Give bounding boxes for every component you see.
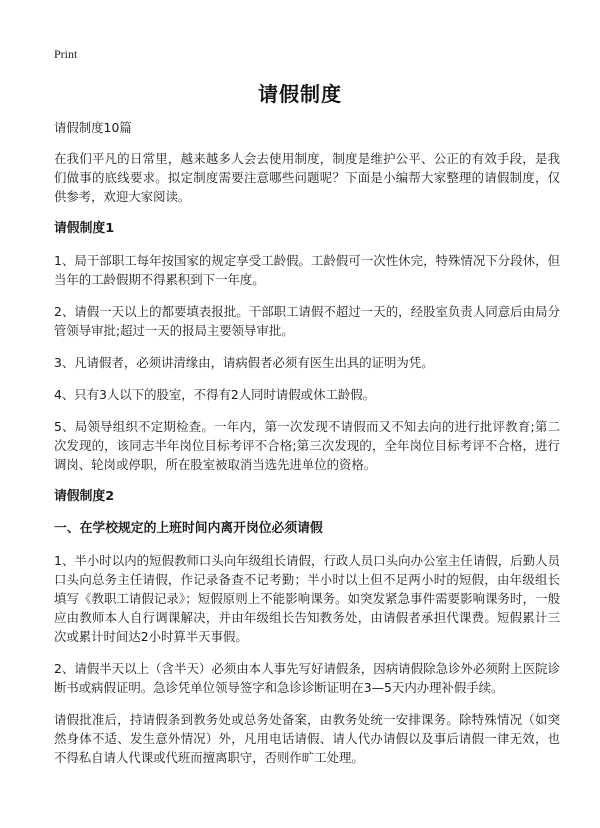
list-item: 1、半小时以内的短假教师口头向年级组长请假，行政人员口头向办公室主任请假，后勤人员口头向总务主任请假，作记录备查不记考勤；半小时以上但不足两小时的短假，由年级组长填写《教职工请假记录》；短假原则上不能影响课务。如突发紧急事件需要影响课务时，一般应由教师本人自行调课解决，并由年级组长告知教务处，由请假者承担代课费。短假累计三次或累计时间达2小时算半天事假。 [54, 553, 560, 644]
document-body [54, 118, 560, 780]
list-item: 3、凡请假者，必须讲清缘由，请病假者必须有医生出具的证明为凭。 [54, 355, 434, 370]
document-subtitle: 请假制度10篇 [54, 120, 132, 135]
list-item: 5、局领导组织不定期检查。一年内，第一次发现不请假而又不知去向的进行批评教育;第二次发现的，该同志半年岗位目标考评不合格;第三次发现的，全年岗位目标考评不合格，进行调岗、轮岗或停职，所在股室被取消当选先进单位的资格。 [54, 419, 560, 472]
section-subheading: 一、在学校规定的上班时间内离开岗位必须请假 [54, 521, 323, 536]
section-heading: 请假制度2 [54, 489, 115, 504]
list-item: 1、局干部职工每年按国家的规定享受工龄假。工龄假可一次性休完，特殊情况下分段休，但当年的工龄假期不得累积到下一年度。 [54, 253, 560, 287]
intro-paragraph: 在我们平凡的日常里，越来越多人会去使用制度，制度是维护公平、公正的有效手段，是我们做事的底线要求。拟定制度需要注意哪些问题呢？下面是小编帮大家整理的请假制度，仅供参考，欢迎大家阅读。 [54, 151, 560, 204]
list-item: 请假批准后，持请假条到教务处或总务处备案，由教务处统一安排课务。除特殊情况（如突然身体不适、发生意外情况）外，凡用电话请假、请人代办请假以及事后请假一律无效，也不得私自请人代课或代班而擅离职守，否则作旷工处理。 [54, 712, 560, 765]
print-label: Print [54, 47, 78, 61]
section-heading: 请假制度1 [54, 221, 115, 236]
list-item: 2、请假一天以上的都要填表报批。干部职工请假不超过一天的，经股室负责人同意后由局分管领导审批;超过一天的报局主要领导审批。 [54, 304, 560, 338]
list-item: 2、请假半天以上（含半天）必须由本人事先写好请假条，因病请假除急诊外必须附上医院诊断书或病假证明。急诊凭单位领导签字和急诊诊断证明在3—5天内办理补假手续。 [54, 661, 560, 695]
list-item: 4、只有3人以下的股室，不得有2人同时请假或休工龄假。 [54, 387, 376, 402]
document-title: 请假制度 [258, 82, 342, 106]
